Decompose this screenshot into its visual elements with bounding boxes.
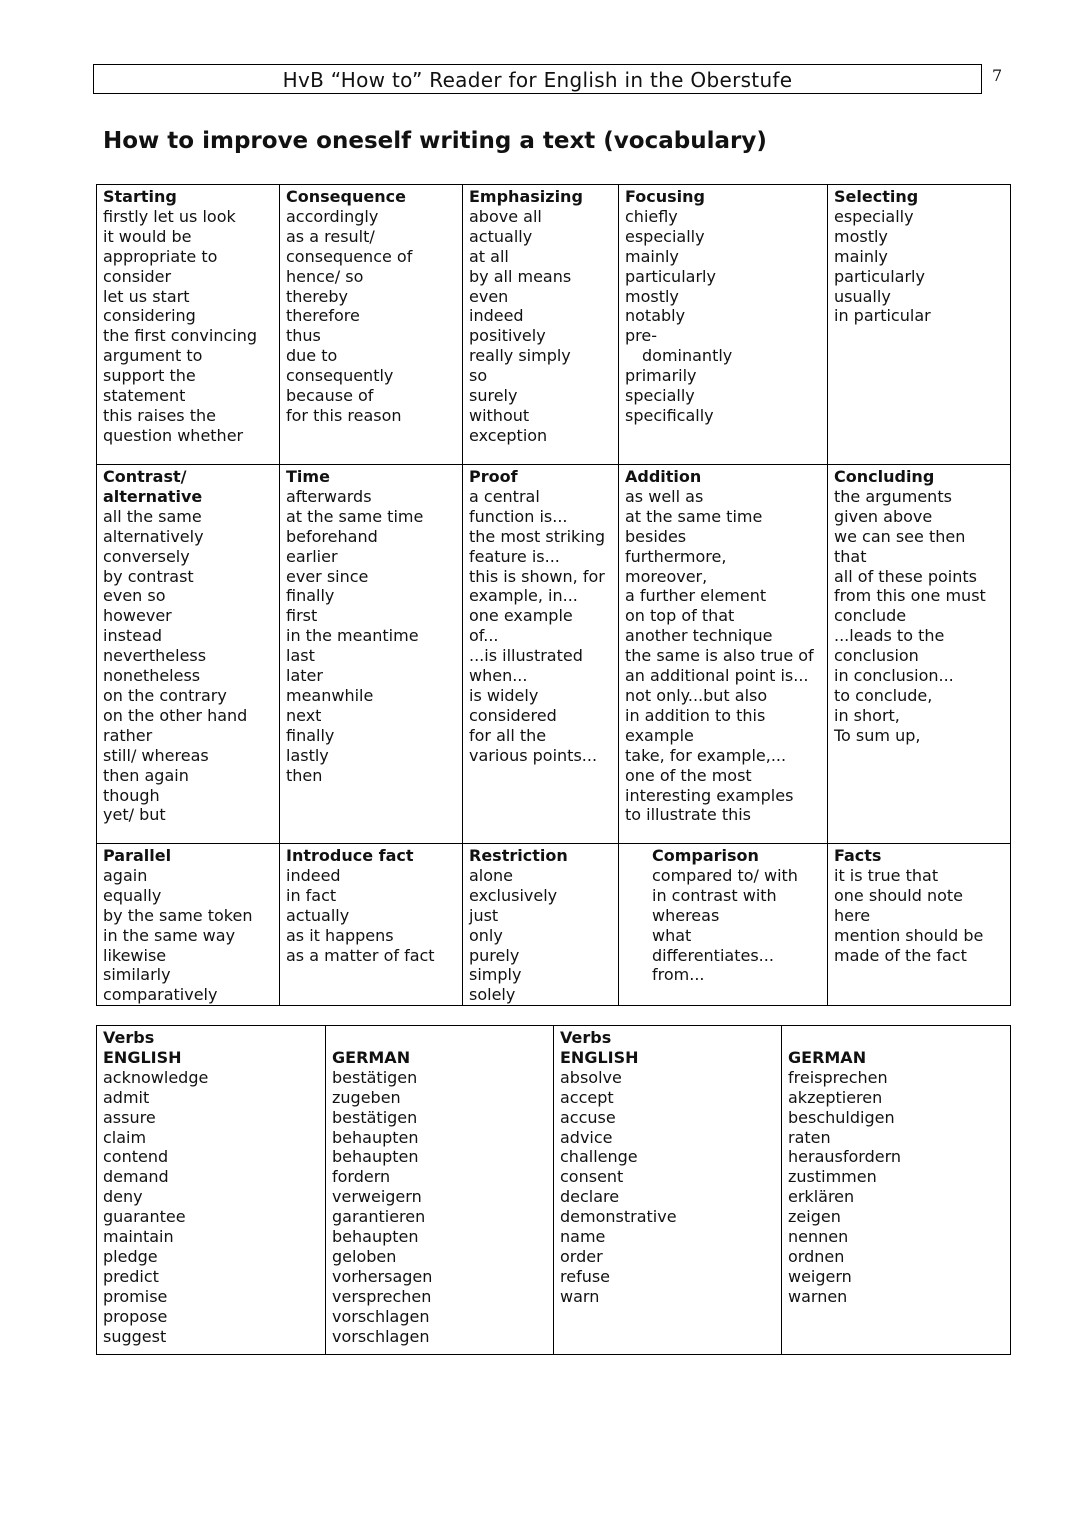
list-item: as well as [625,486,704,506]
list-item: pre- [625,326,657,346]
list-item: weigern [788,1266,852,1286]
list-item: similarly [103,965,171,985]
list-item: notably [625,306,686,326]
list-item: equally [103,885,162,905]
list-item: guarantee [103,1207,186,1227]
list-item: various points... [469,745,598,765]
vocab-cell-concluding: Concluding the arguments given above we can see then that all of these points from this one must conclude ...leads to the conclusion in conclusion... to conclude, in short, To sum up, [828,465,1011,844]
list-item: freisprechen [788,1067,888,1087]
list-item: thus [286,326,321,346]
list-item: especially [834,206,914,226]
list-item: raten [788,1127,831,1147]
list-item: at the same time [286,506,424,526]
list-item: we can see then [834,526,966,546]
vocab-cell-restriction: Restriction alone exclusively just only purely simply solely [463,844,619,1006]
vocab-row [97,185,1011,465]
list-item: in short, [834,705,900,725]
list-item: to illustrate this [625,805,752,825]
list-item: garantieren [332,1207,426,1227]
list-item: claim [103,1127,147,1147]
list-item: from this one must [834,586,986,606]
list-item: compared to/ with [652,865,798,885]
list-item: predict [103,1266,159,1286]
vocab-cell-selecting: Selecting especially mostly mainly particularly usually in particular [828,185,1011,465]
list-item: a central [469,486,540,506]
list-item: indeed [286,865,341,885]
list-item: akzeptieren [788,1087,883,1107]
list-item: purely [469,945,520,965]
list-item: by contrast [103,566,194,586]
list-item: propose [103,1306,168,1326]
list-item: particularly [625,266,716,286]
list-item: that [834,546,867,566]
list-item: verweigern [332,1187,422,1207]
list-item: only [469,925,503,945]
list-item: versprechen [332,1286,432,1306]
list-item: this is shown, for [469,566,605,586]
list-item: maintain [103,1227,174,1247]
verbs-label: Verbs [103,1028,155,1047]
list-item: though [103,785,160,805]
verbs-table [96,1025,1011,1355]
list-item: actually [286,905,350,925]
list-item: lastly [286,745,329,765]
list-item: specifically [625,405,714,425]
list-item: yet/ but [103,805,166,825]
list-item: actually [469,226,533,246]
list-item: geloben [332,1246,397,1266]
list-item: alternatively [103,526,204,546]
list-item: usually [834,286,891,306]
vocab-cell-parallel: Parallel again equally by the same token in the same way likewise similarly comparatively [97,844,280,1006]
list-item: in the same way [103,925,236,945]
list-item: besides [625,526,687,546]
list-item: whereas [652,905,720,925]
list-item: simply [469,965,522,985]
list-item: the first convincing [103,326,258,346]
list-item: in conclusion... [834,666,954,686]
verbs-cell-right-german [782,1026,1011,1355]
list-item: accept [560,1087,614,1107]
list-item: likewise [103,945,167,965]
list-item: differentiates... [652,945,774,965]
list-item: mainly [834,246,888,266]
list-item: warn [560,1286,600,1306]
vocab-cell-proof: Proof a central function is... the most striking feature is... this is shown, for example, in... one example of... ...is illustrated when... is widely considered for all the various points... [463,465,619,844]
vocab-cell-comparison: Comparison compared to/ with in contrast with whereas what differentiates... from... [619,844,828,1006]
list-item: warnen [788,1286,848,1306]
list-item: To sum up, [834,725,921,745]
list-item: on the other hand [103,705,248,725]
list-item: earlier [286,546,338,566]
list-item: last [286,646,315,666]
list-item: without [469,405,530,425]
list-item: solely [469,985,516,1005]
list-item: exclusively [469,885,558,905]
list-item: behaupten [332,1227,419,1247]
list-item: what [652,925,692,945]
list-item: let us start [103,286,190,306]
list-item: still/ whereas [103,745,209,765]
list-item: interesting examples [625,785,794,805]
list-item: ...leads to the [834,626,945,646]
list-item: by all means [469,266,572,286]
list-item: just [469,905,499,925]
list-item: advice [560,1127,613,1147]
list-item: on the contrary [103,685,227,705]
list-item: contend [103,1147,169,1167]
list-item: zeigen [788,1207,841,1227]
list-item: accordingly [286,206,379,226]
list-item: the same is also true of [625,646,814,666]
page-title: How to improve oneself writing a text (vocabulary) [103,128,767,154]
list-item: in contrast with [652,885,777,905]
list-item: given above [834,506,933,526]
list-item: afterwards [286,486,372,506]
list-item: for this reason [286,405,402,425]
english-label: ENGLISH [103,1047,182,1067]
list-item: nevertheless [103,646,207,666]
list-item: all the same [103,506,202,526]
list-item: then again [103,765,189,785]
list-item: another technique [625,626,773,646]
list-item: positively [469,326,546,346]
list-item: exception [469,425,548,445]
list-item: firstly let us look [103,206,236,226]
list-item: in addition to this [625,705,766,725]
list-item: it would be [103,226,192,246]
german-label: GERMAN [332,1047,411,1067]
list-item: question whether [103,425,244,445]
list-item: by the same token [103,905,253,925]
list-item: then [286,765,323,785]
list-item: function is... [469,506,568,526]
list-item: dominantly [642,346,733,366]
list-item: from... [652,965,705,985]
list-item: bestätigen [332,1067,418,1087]
list-item: one example [469,606,573,626]
list-item: finally [286,586,335,606]
list-item: especially [625,226,705,246]
vocab-cell-consequence: Consequence accordingly as a result/ consequence of hence/ so thereby therefore thus due to consequently because of for this reason [280,185,463,465]
list-item: an additional point is... [625,666,809,686]
vocab-cell-focusing: Focusing chiefly especially mainly particularly mostly notably pre- dominantly primarily specially specifically [619,185,828,465]
list-item: suggest [103,1326,167,1346]
list-item: beschuldigen [788,1107,895,1127]
list-item: even [469,286,509,306]
list-item: due to [286,346,338,366]
list-item: take, for example,... [625,745,787,765]
list-item: zugeben [332,1087,401,1107]
list-item: argument to [103,346,203,366]
list-item: considering [103,306,196,326]
list-item: because of [286,386,374,406]
list-item: consider [103,266,172,286]
list-item: considered [469,705,557,725]
list-item: conclude [834,606,907,626]
list-item: in particular [834,306,931,326]
list-item: finally [286,725,335,745]
list-item: first [286,606,318,626]
list-item: the arguments [834,486,952,506]
list-item: primarily [625,366,697,386]
list-item: meanwhile [286,685,374,705]
list-item: nonetheless [103,666,201,686]
list-item: as it happens [286,925,394,945]
vocab-cell-starting: Starting firstly let us look it would be appropriate to consider let us start considering the first convincing argument to support the statement this raises the question whether [97,185,280,465]
vocab-cell-contrast: Contrast/ alternative all the same alternatively conversely by contrast even so however instead nevertheless nonetheless on the contrary on the other hand rather still/ whereas then again though yet/ but [97,465,280,844]
list-item: the most striking [469,526,606,546]
list-item: a further element [625,586,767,606]
list-item: accuse [560,1107,616,1127]
list-item: feature is... [469,546,560,566]
list-item: order [560,1246,603,1266]
list-item: chiefly [625,206,678,226]
list-item: promise [103,1286,168,1306]
list-item: nennen [788,1227,849,1247]
list-item: alone [469,865,514,885]
list-item: ordnen [788,1246,845,1266]
list-item: above all [469,206,542,226]
list-item: acknowledge [103,1067,209,1087]
list-item: it is true that [834,865,939,885]
list-item: later [286,666,323,686]
list-item: as a result/ [286,226,375,246]
list-item: on top of that [625,606,735,626]
verbs-row [97,1026,1011,1355]
list-item: conversely [103,546,190,566]
list-item: all of these points [834,566,977,586]
verbs-cell-right-english [554,1026,782,1355]
list-item: at all [469,246,509,266]
list-item: surely [469,386,518,406]
list-item: particularly [834,266,925,286]
list-item: beforehand [286,526,378,546]
list-item: next [286,705,322,725]
list-item: deny [103,1187,143,1207]
list-item: demonstrative [560,1207,677,1227]
list-item: not only...but also [625,685,768,705]
vocab-cell-time: Time afterwards at the same time beforehand earlier ever since finally first in the meantime last later meanwhile next finally lastly then [280,465,463,844]
list-item: ...is illustrated [469,646,583,666]
list-item: as a matter of fact [286,945,435,965]
list-item: instead [103,626,162,646]
list-item: at the same time [625,506,763,526]
list-item: moreover, [625,566,708,586]
list-item: hence/ so [286,266,364,286]
list-item: indeed [469,306,524,326]
list-item: comparatively [103,985,218,1005]
list-item: behaupten [332,1147,419,1167]
list-item: vorschlagen [332,1326,430,1346]
list-item: one should note [834,885,963,905]
list-item: really simply [469,346,571,366]
verbs-cell-left-english [97,1026,326,1355]
list-item: mention should be [834,925,984,945]
german-label: GERMAN [788,1047,867,1067]
list-item: in the meantime [286,626,419,646]
list-item: of... [469,626,499,646]
list-item: in fact [286,885,337,905]
list-item: specially [625,386,695,406]
header-box [93,64,982,94]
list-item: here [834,905,871,925]
vocab-cell-introduce-fact: Introduce fact indeed in fact actually as it happens as a matter of fact [280,844,463,1006]
list-item: therefore [286,306,360,326]
list-item: appropriate to [103,246,218,266]
vocab-cell-emphasizing: Emphasizing above all actually at all by all means even indeed positively really simply so surely without exception [463,185,619,465]
list-item: consequence of [286,246,413,266]
header-title: HvB “How to” Reader for English in the Oberstufe [282,68,793,92]
list-item: when... [469,666,528,686]
english-label: ENGLISH [560,1047,639,1067]
list-item: example [625,725,694,745]
list-item: vorschlagen [332,1306,430,1326]
list-item: furthermore, [625,546,727,566]
list-item: even so [103,586,166,606]
list-item: is widely [469,685,539,705]
list-item: fordern [332,1167,391,1187]
list-item: one of the most [625,765,752,785]
vocab-cell-addition: Addition as well as at the same time besides furthermore, moreover, a further element on top of that another technique the same is also true of an additional point is... not only...but also in addition to this example take, for example,... one of the most interesting examples to illustrate this [619,465,828,844]
list-item: demand [103,1167,169,1187]
list-item: however [103,606,172,626]
list-item: refuse [560,1266,611,1286]
vocab-row [97,844,1011,1006]
list-item: conclusion [834,646,919,666]
list-item: support the [103,366,196,386]
list-item: statement [103,386,186,406]
vocabulary-table [96,184,1011,1006]
list-item: bestätigen [332,1107,418,1127]
list-item: to conclude, [834,685,933,705]
vocab-row [97,465,1011,844]
list-item: consequently [286,366,394,386]
list-item: rather [103,725,153,745]
list-item: mostly [834,226,888,246]
list-item: vorhersagen [332,1266,433,1286]
list-item: herausfordern [788,1147,901,1167]
list-item: admit [103,1087,150,1107]
list-item: made of the fact [834,945,967,965]
list-item: challenge [560,1147,638,1167]
list-item: erklären [788,1187,855,1207]
list-item: name [560,1227,606,1247]
verbs-cell-left-german [326,1026,554,1355]
list-item: mainly [625,246,679,266]
list-item: again [103,865,148,885]
list-item: pledge [103,1246,158,1266]
list-item: this raises the [103,405,216,425]
vocab-cell-facts: Facts it is true that one should note here mention should be made of the fact [828,844,1011,1006]
verbs-label: Verbs [560,1028,612,1047]
list-item: mostly [625,286,679,306]
list-item: so [469,366,488,386]
list-item: for all the [469,725,547,745]
list-item: ever since [286,566,369,586]
list-item: consent [560,1167,624,1187]
list-item: example, in... [469,586,578,606]
list-item: thereby [286,286,348,306]
list-item: absolve [560,1067,622,1087]
list-item: behaupten [332,1127,419,1147]
page-number: 7 [992,66,1003,85]
list-item: assure [103,1107,156,1127]
list-item: zustimmen [788,1167,877,1187]
list-item: declare [560,1187,620,1207]
